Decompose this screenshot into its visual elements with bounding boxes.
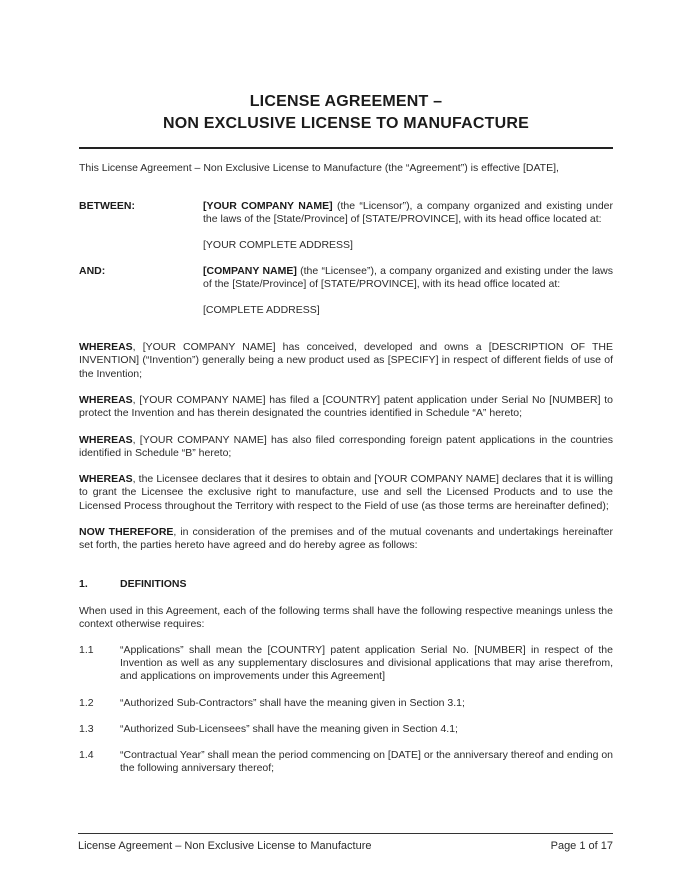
party-row-between [79,200,613,252]
recital-paragraph-2 [79,394,613,420]
recital-paragraph-3 [79,434,613,460]
definition-text-1-3: “Authorized Sub-Licensees” shall have the meaning given in Section 4.1; [120,722,458,735]
recital-text-3: , [YOUR COMPANY NAME] has also filed corresponding foreign patent applications in the countries identified in Schedule “B” hereto; [79,433,613,459]
definition-item-1-4 [79,749,613,775]
footer-rule [78,833,613,834]
recital-lead-3: WHEREAS [79,433,133,446]
recital-lead-1: WHEREAS [79,341,133,354]
footer-title: License Agreement – Non Exclusive License to Manufacture [78,840,372,852]
party-description-licensee [203,265,613,291]
recital-lead-2: WHEREAS [79,393,133,406]
definition-text-1-1: “Applications” shall mean the [COUNTRY] patent application Serial No. [NUMBER] in respect of the Invention as well as any supplementary disclosures and divisional applications that may arise therefrom, and applications on improvements under this Agreement] [120,643,613,683]
recital-paragraph-4 [79,473,613,513]
definition-item-1-3 [79,723,613,736]
definition-item-1-2 [79,697,613,710]
party-body-licensee [203,265,613,317]
title-line-1: LICENSE AGREEMENT – [249,92,443,110]
definition-number-1-4: 1.4 [79,748,94,761]
footer-line [78,840,613,853]
party-description-licensor [203,200,613,226]
recital-text-2: , [YOUR COMPANY NAME] has filed a [COUNTRY] patent application under Serial No [NUMBER] to protect the Invention and has therein designated the countries identified in Schedule “A” hereto; [79,393,613,420]
now-therefore-paragraph [79,526,613,552]
party-name-licensor: [YOUR COMPANY NAME] [203,199,333,212]
party-rest-licensee: (the “Licensee”), a company organized and existing under the laws of the [State/Province] of [STATE/PROVINCE], with its head office located at: [203,265,613,291]
recital-text-4: , the Licensee declares that it desires to obtain and [YOUR COMPANY NAME] declares that it is willing to grant the Licensee the exclusive right to manufacture, use and sell the Licensed Products and to use the Licensed Process throughout the Territory with respect to the Field of use (as those terms are hereinafter defined); [79,473,613,512]
now-therefore-lead: NOW THEREFORE [79,525,174,538]
recital-lead-4: WHEREAS [79,473,133,486]
definition-number-1-3: 1.3 [79,722,94,735]
party-label-between: BETWEEN: [79,199,135,212]
party-row-and [79,265,613,317]
definition-text-1-4: “Contractual Year” shall mean the period commencing on [DATE] or the anniversary thereof and ending on the following anniversary thereof; [120,748,614,775]
document-title [79,11,613,135]
definitions-intro: When used in this Agreement, each of the following terms shall have the following respective meanings unless the context otherwise requires: [79,604,613,630]
definition-item-1-1 [79,644,613,684]
section-number: 1. [79,578,88,591]
title-line-2: NON EXCLUSIVE LICENSE TO MANUFACTURE [162,114,530,132]
section-heading: DEFINITIONS [120,578,187,591]
page-footer [78,833,613,853]
party-rest-licensor: (the “Licensor”), a company organized and existing under the laws of the [State/Province] of [STATE/PROVINCE], with its head office located at: [203,199,614,226]
party-label-and: AND: [79,265,106,278]
party-name-licensee: [COMPANY NAME] [203,265,297,278]
party-address-licensor: [YOUR COMPLETE ADDRESS] [203,238,353,251]
footer-page-number: Page 1 of 17 [550,840,613,852]
definition-text-1-2: “Authorized Sub-Contractors” shall have the meaning given in Section 3.1; [120,696,465,709]
definition-number-1-2: 1.2 [79,696,94,709]
recital-text-1: , [YOUR COMPANY NAME] has conceived, developed and owns a [DESCRIPTION OF THE INVENTION] (“Invention”) generally being a new product used as [SPECIFY] in respect of different fields of use of the Invention; [79,341,613,380]
recital-paragraph-1 [79,341,613,381]
intro-paragraph: This License Agreement – Non Exclusive License to Manufacture (the “Agreement”) is effective [DATE], [79,161,559,174]
definition-number-1-1: 1.1 [79,643,94,656]
now-therefore-text: , in consideration of the premises and of the mutual covenants and undertakings hereinafter set forth, the parties hereto have agreed and do hereby agree as follows: [79,525,613,552]
document-content [79,11,613,776]
title-rule [79,147,613,149]
section-heading-row [79,578,613,591]
party-body-licensor [203,200,613,252]
party-address-licensee: [COMPLETE ADDRESS] [203,303,320,316]
